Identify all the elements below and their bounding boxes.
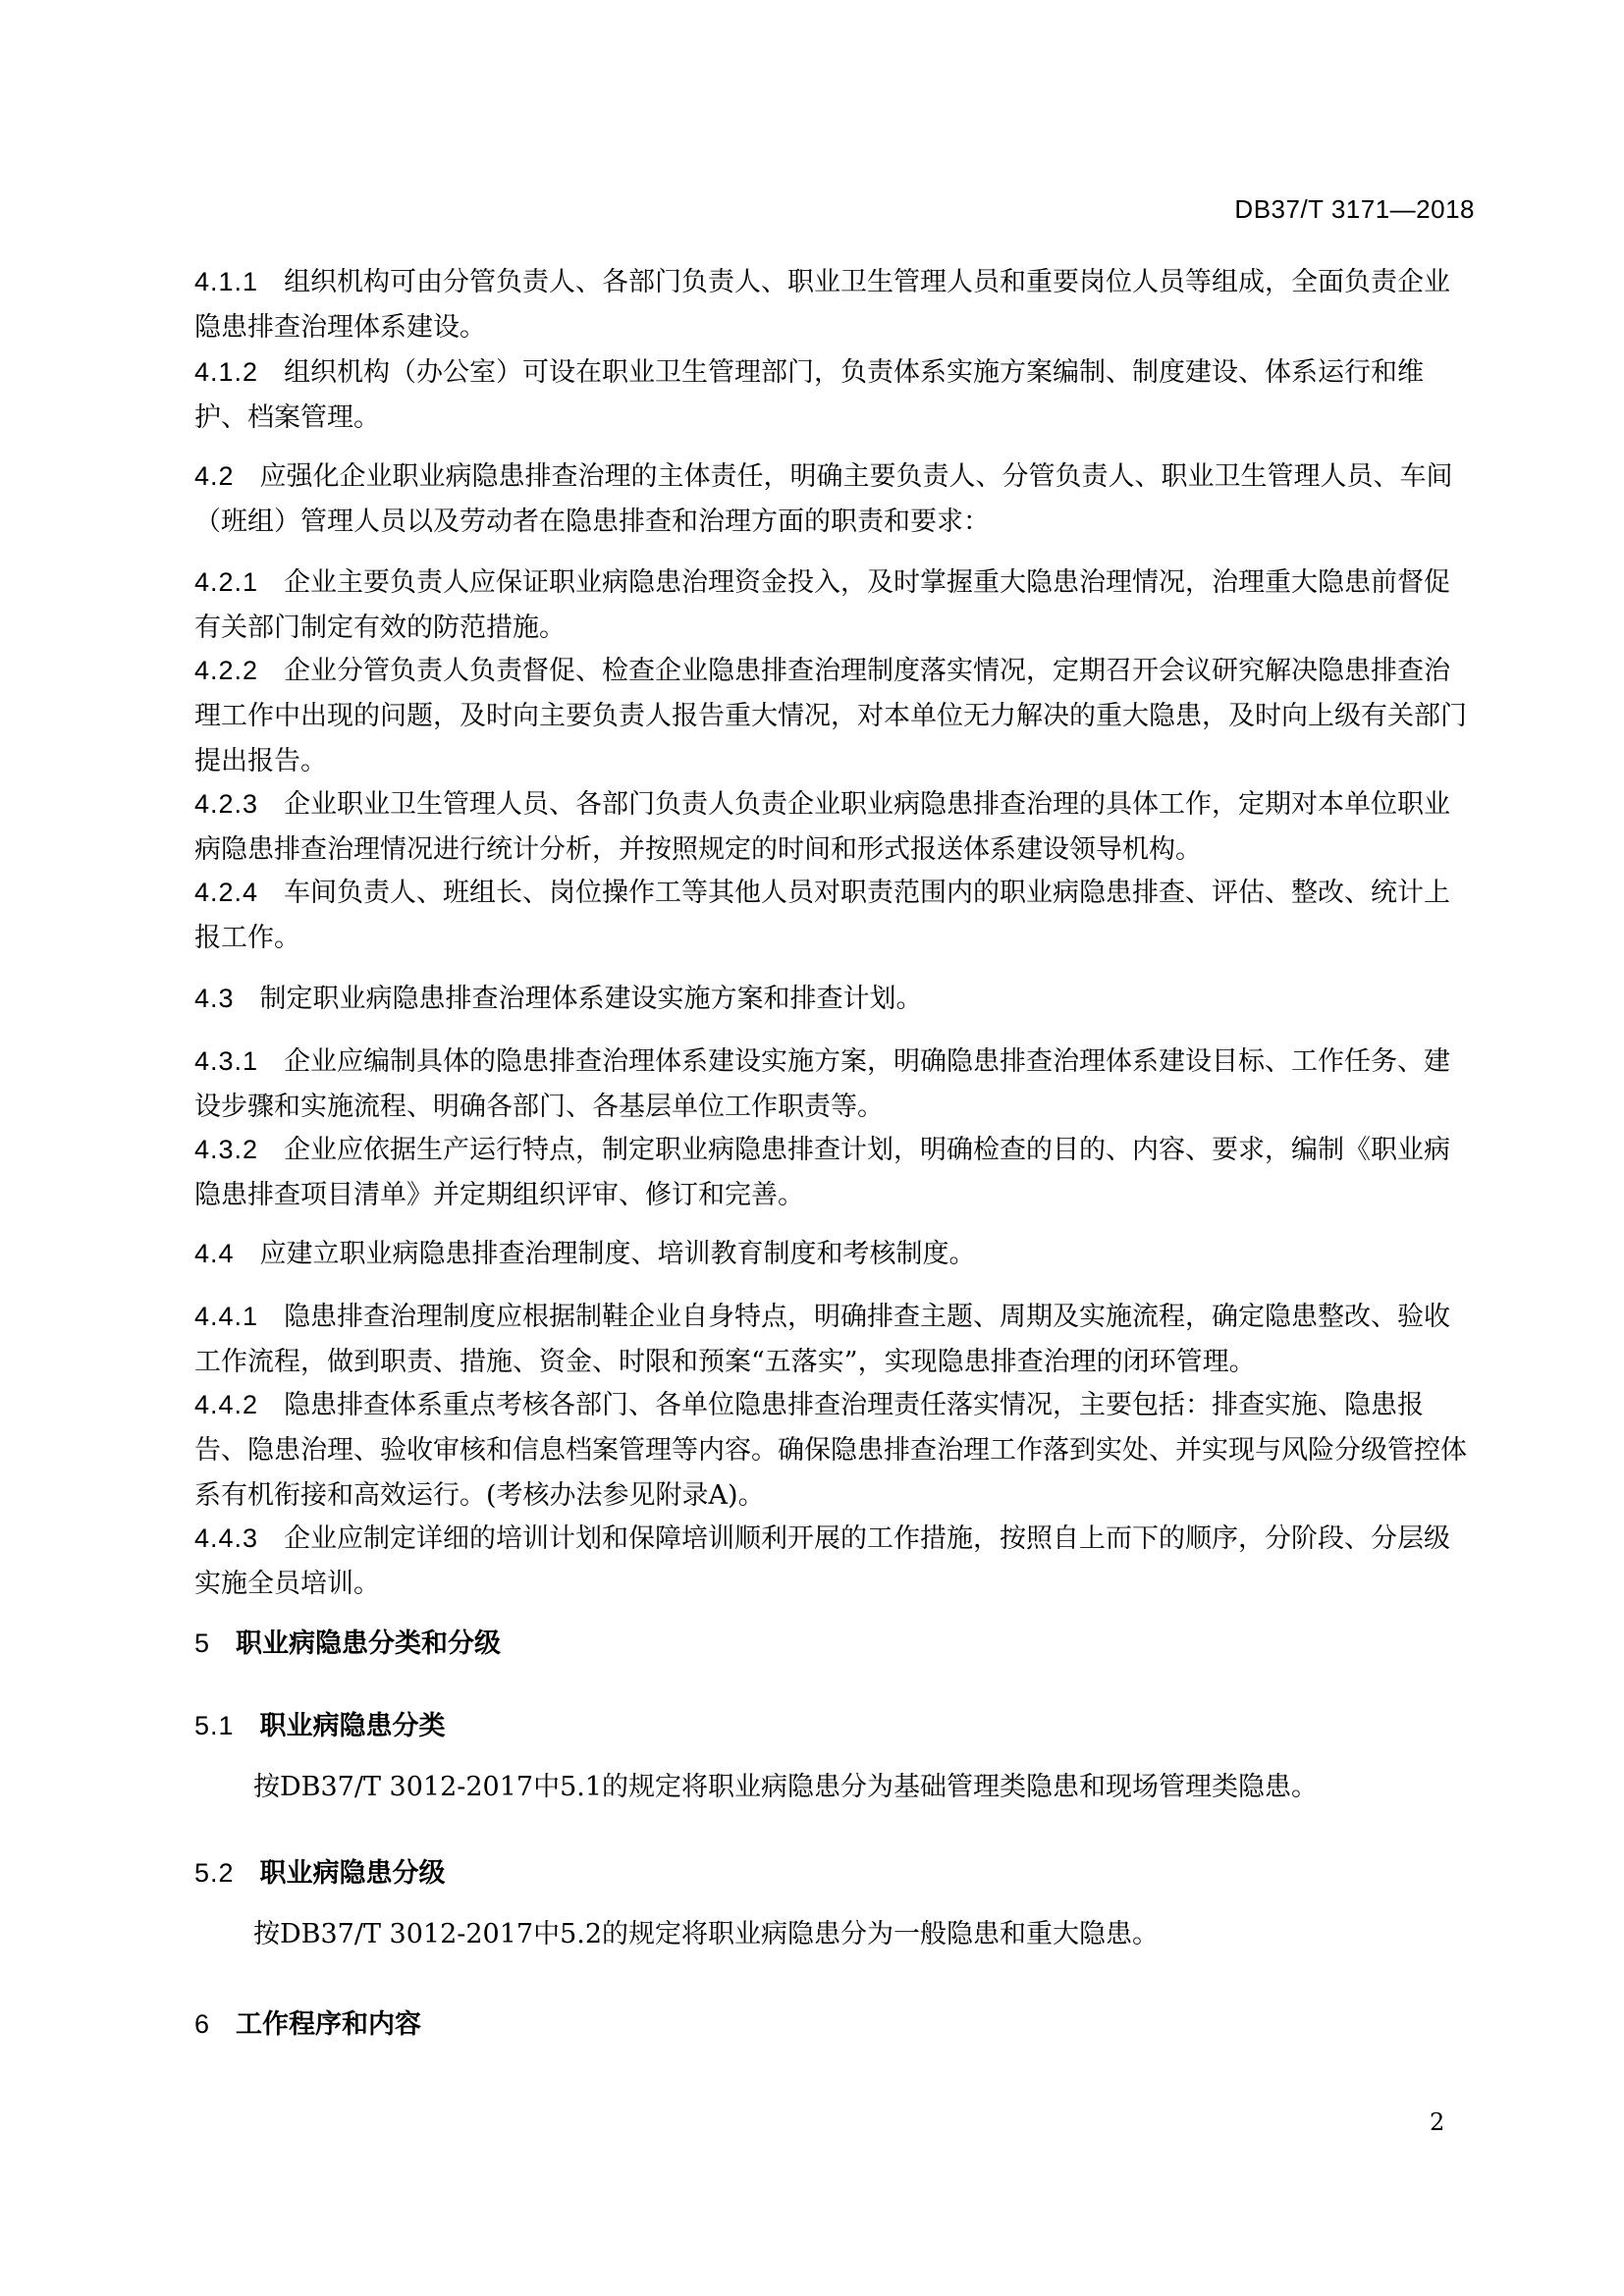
section-title: 职业病隐患分级 — [259, 1858, 446, 1889]
clause-number: 4.4 — [194, 1239, 235, 1268]
section-heading-5-2 — [194, 1851, 446, 1890]
clause-text: 企业主要负责人应保证职业病隐患治理资金投入，及时掌握重大隐患治理情况，治理重大隐患前督促有关部门制定有效的防范措施。 — [194, 567, 1451, 643]
clause-number: 4.1.1 — [194, 267, 259, 296]
clause-text: 组织机构可由分管负责人、各部门负责人、职业卫生管理人员和重要岗位人员等组成，全面负责企业隐患排查治理体系建设。 — [194, 267, 1451, 343]
clause-text: 企业应编制具体的隐患排查治理体系建设实施方案，明确隐患排查治理体系建设目标、工作任务、建设步骤和实施流程、明确各部门、各基层单位工作职责等。 — [194, 1046, 1451, 1122]
section-number: 6 — [194, 2009, 211, 2039]
clause-text: 应强化企业职业病隐患排查治理的主体责任，明确主要负责人、分管负责人、职业卫生管理人员、车间（班组）管理人员以及劳动者在隐患排查和治理方面的职责和要求： — [194, 461, 1453, 537]
clause-4-2-2 — [194, 648, 1475, 784]
section-number: 5 — [194, 1629, 211, 1658]
clause-number: 4.2.3 — [194, 789, 259, 819]
body-text-5-1: 按DB37/T 3012-2017中5.1的规定将职业病隐患分为基础管理类隐患和现场管理类隐患。 — [253, 1772, 1319, 1802]
clause-text: 应建立职业病隐患排查治理制度、培训教育制度和考核制度。 — [259, 1239, 976, 1269]
section-heading-5 — [194, 1622, 501, 1660]
clause-text: 隐患排查治理制度应根据制鞋企业自身特点，明确排查主题、周期及实施流程，确定隐患整改、验收工作流程，做到职责、措施、资金、时限和预案“五落实”，实现隐患排查治理的闭环管理。 — [194, 1302, 1451, 1377]
clause-text: 车间负责人、班组长、岗位操作工等其他人员对职责范围内的职业病隐患排查、评估、整改、统计上报工作。 — [194, 878, 1451, 953]
clause-4-2 — [194, 454, 1475, 545]
section-heading-6 — [194, 2002, 421, 2041]
clause-number: 4.3 — [194, 984, 235, 1013]
clause-number: 4.4.2 — [194, 1390, 259, 1419]
section-number: 5.2 — [194, 1858, 235, 1888]
clause-4-4-1 — [194, 1294, 1475, 1385]
clause-4-3-2 — [194, 1127, 1475, 1218]
clause-text: 企业分管负责人负责督促、检查企业隐患排查治理制度落实情况，定期召开会议研究解决隐患排查治理工作中出现的问题，及时向主要负责人报告重大情况，对本单位无力解决的重大隐患，及时向上级有关部门提出报告。 — [194, 656, 1467, 776]
clause-number: 4.2.1 — [194, 567, 259, 597]
clause-text: 组织机构（办公室）可设在职业卫生管理部门，负责体系实施方案编制、制度建设、体系运行和维护、档案管理。 — [194, 357, 1425, 433]
clause-4-2-3 — [194, 781, 1475, 873]
section-title: 职业病隐患分类 — [259, 1711, 446, 1741]
clause-4-1-1 — [194, 259, 1475, 350]
clause-number: 4.2.2 — [194, 656, 259, 685]
clause-number: 4.3.2 — [194, 1135, 259, 1164]
clause-text: 企业应制定详细的培训计划和保障培训顺利开展的工作措施，按照自上而下的顺序，分阶段、分层级实施全员培训。 — [194, 1523, 1451, 1599]
clause-number: 4.4.1 — [194, 1302, 259, 1331]
section-title: 职业病隐患分类和分级 — [236, 1629, 502, 1659]
clause-text: 隐患排查体系重点考核各部门、各单位隐患排查治理责任落实情况，主要包括：排查实施、隐患报告、隐患治理、验收审核和信息档案管理等内容。确保隐患排查治理工作落到实处、并实现与风险分级管控体系有机衔接和高效运行。(考核办法参见附录A)。 — [194, 1390, 1467, 1511]
clause-text: 企业应依据生产运行特点，制定职业病隐患排查计划，明确检查的目的、内容、要求，编制《职业病隐患排查项目清单》并定期组织评审、修订和完善。 — [194, 1135, 1451, 1210]
clause-text: 企业职业卫生管理人员、各部门负责人负责企业职业病隐患排查治理的具体工作，定期对本单位职业病隐患排查治理情况进行统计分析，并按照规定的时间和形式报送体系建设领导机构。 — [194, 789, 1451, 865]
clause-text: 制定职业病隐患排查治理体系建设实施方案和排查计划。 — [259, 984, 923, 1014]
clause-4-4-3 — [194, 1516, 1475, 1607]
clause-number: 4.3.1 — [194, 1046, 259, 1076]
section-title: 工作程序和内容 — [236, 2009, 422, 2040]
clause-number: 4.2 — [194, 461, 235, 491]
section-number: 5.1 — [194, 1711, 235, 1740]
clause-4-2-4 — [194, 870, 1475, 961]
document-code-header: DB37/T 3171—2018 — [1234, 194, 1475, 224]
section-heading-5-1 — [194, 1704, 446, 1742]
clause-number: 4.2.4 — [194, 878, 259, 907]
page-number: 2 — [1430, 2109, 1445, 2136]
clause-4-3-1 — [194, 1039, 1475, 1130]
clause-number: 4.4.3 — [194, 1523, 259, 1553]
clause-number: 4.1.2 — [194, 357, 259, 387]
clause-4-3 — [194, 976, 1475, 1022]
clause-4-2-1 — [194, 560, 1475, 651]
clause-4-1-2 — [194, 349, 1475, 441]
body-text-5-2: 按DB37/T 3012-2017中5.2的规定将职业病隐患分为一般隐患和重大隐患。 — [253, 1919, 1160, 1949]
clause-4-4-2 — [194, 1382, 1475, 1519]
clause-4-4 — [194, 1231, 1475, 1277]
